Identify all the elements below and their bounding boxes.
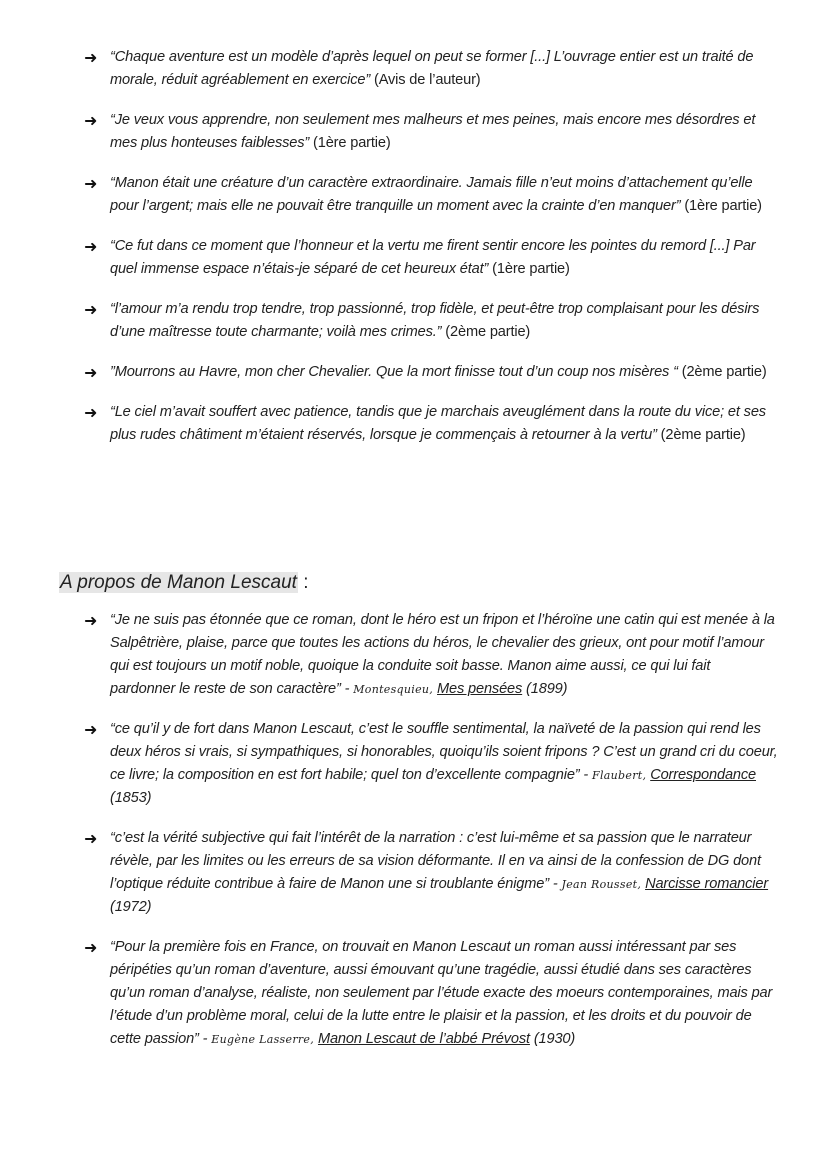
quote-text (110, 235, 778, 281)
quote: “l’amour m’a rendu trop tendre, trop passionné, trop fidèle, et peut-être trop complaisant pour les désirs d’une maîtresse toute charmante; voilà mes crimes.” (110, 301, 760, 340)
quote-text (110, 718, 778, 810)
quote-separator: - (198, 1031, 212, 1047)
list-item (84, 361, 778, 384)
quote-source: (1ère partie) (488, 261, 570, 277)
quote-text (110, 401, 778, 447)
quote-source: (2ème partie) (677, 364, 767, 380)
list-item (84, 235, 778, 281)
list-item (84, 718, 778, 810)
quote-source: (2ème partie) (656, 427, 746, 443)
section-title: A propos de Manon Lescaut (60, 572, 297, 593)
quote-text (110, 936, 778, 1051)
quote-source: (Avis de l’auteur) (370, 72, 481, 88)
work-title-link[interactable]: Narcisse romancier (645, 876, 769, 892)
quote-text (110, 298, 778, 344)
publication-year: (1930) (529, 1031, 576, 1047)
author-signature: Eugène Lasserre, (211, 1033, 315, 1046)
list-item (84, 172, 778, 218)
quote: “ce qu’il y de fort dans Manon Lescaut, c’est le souffle sentimental, la naïveté de la passion qui rend les deux héros si vrais, si sympathiques, si honorables, quoiqu’ils soient fripons ? C’est un grand cri du coeur, ce livre; la composition en est fort habile; quel ton d’excellente compagnie” (110, 721, 778, 783)
quote: “c’est la vérité subjective qui fait l’intérêt de la narration : c’est lui-même et sa passion que le narrateur révèle, par les limites ou les erreurs de sa vision déformante. Il en va ainsi de la confession de DG dont l’optique réduite contribue à faire de Manon une si troublante énigme” (110, 830, 761, 892)
quote-source: (1ère partie) (309, 135, 391, 151)
list-item (84, 401, 778, 447)
arrow-icon: ➜ (84, 174, 98, 193)
quote-text (110, 361, 767, 384)
publication-year: (1853) (110, 790, 152, 806)
quote-text (110, 172, 778, 218)
quote: “Je veux vous apprendre, non seulement mes malheurs et mes peines, mais encore mes désordres et mes plus honteuses faiblesses” (110, 112, 756, 151)
quote-source: (2ème partie) (441, 324, 531, 340)
arrow-icon: ➜ (84, 300, 98, 319)
author-signature: Jean Rousset, (561, 878, 642, 891)
critic-quotes-list (84, 609, 778, 1068)
publication-year: (1972) (110, 899, 152, 915)
quote-source: (1ère partie) (680, 198, 762, 214)
arrow-icon: ➜ (84, 403, 98, 422)
arrow-icon: ➜ (84, 111, 98, 130)
quote: “Pour la première fois en France, on trouvait en Manon Lescaut un roman aussi intéressant par ses péripéties qu’un roman d’aventure, aussi émouvant qu’une tragédie, aussi étudié dans ses caractères qu’un roman d’analyse, réaliste, non seulement par l’étude exacte des moeurs contemporaines, mais par l’étude d’un problème moral, celui de la lutte entre le plaisir et la passion, et les droits et du pouvoir de cette passion” (110, 939, 773, 1047)
quote-separator: - (340, 681, 354, 697)
quote-separator: - (548, 876, 562, 892)
quote: “Manon était une créature d’un caractère extraordinaire. Jamais fille n’eut moins d’attachement qu’elle pour l’argent; mais elle ne pouvait être tranquille un moment avec la crainte d’en manquer” (110, 175, 753, 214)
arrow-icon: ➜ (84, 237, 98, 256)
quote: “Je ne suis pas étonnée que ce roman, dont le héro est un fripon et l’héroïne une catin qui est menée à la Salpêtrière, plaise, parce que toutes les actions du héros, le chevalier des grieux, ont pour motif l’amour qui est toujours un motif noble, quoique la conduite soit basse. Manon aime aussi, ce qui lui fait pardonner le reste de son caractère” (110, 612, 775, 697)
list-item (84, 46, 778, 92)
arrow-icon: ➜ (84, 938, 98, 957)
quote-text (110, 827, 778, 919)
quote-text (110, 109, 778, 155)
list-item (84, 298, 778, 344)
publication-year: (1899) (522, 681, 568, 697)
novel-quotes-list (84, 46, 778, 464)
work-title-link[interactable]: Manon Lescaut de l’abbé Prévost (317, 1031, 530, 1047)
section-title-suffix: : (297, 572, 309, 593)
quote: “Chaque aventure est un modèle d’après lequel on peut se former [...] L’ouvrage entier est un traité de morale, réduit agréablement en exercice” (110, 49, 754, 88)
quote-text (110, 609, 778, 701)
work-title-link[interactable]: Mes pensées (437, 681, 523, 697)
list-item (84, 936, 778, 1051)
list-item (84, 609, 778, 701)
arrow-icon: ➜ (84, 720, 98, 739)
arrow-icon: ➜ (84, 363, 98, 382)
author-signature: Flaubert, (592, 769, 647, 782)
quote: “Le ciel m’avait souffert avec patience, tandis que je marchais aveuglément dans la route du vice; et ses plus rudes châtiment m’étaient réservés, lorsque je commençais à retourner à la vertu” (110, 404, 766, 443)
quote: ”Mourrons au Havre, mon cher Chevalier. Que la mort finisse tout d’un coup nos misères “ (110, 364, 678, 380)
list-item (84, 827, 778, 919)
section-heading (59, 569, 309, 597)
quote-text (110, 46, 778, 92)
list-item (84, 109, 778, 155)
arrow-icon: ➜ (84, 829, 98, 848)
quote: “Ce fut dans ce moment que l’honneur et la vertu me firent sentir encore les pointes du remord [...] Par quel immense espace n’étais-je séparé de cet heureux état” (110, 238, 756, 277)
arrow-icon: ➜ (84, 611, 98, 630)
author-signature: Montesquieu, (353, 683, 434, 696)
quote-separator: - (579, 767, 593, 783)
arrow-icon: ➜ (84, 48, 98, 67)
work-title-link[interactable]: Correspondance (650, 767, 756, 783)
